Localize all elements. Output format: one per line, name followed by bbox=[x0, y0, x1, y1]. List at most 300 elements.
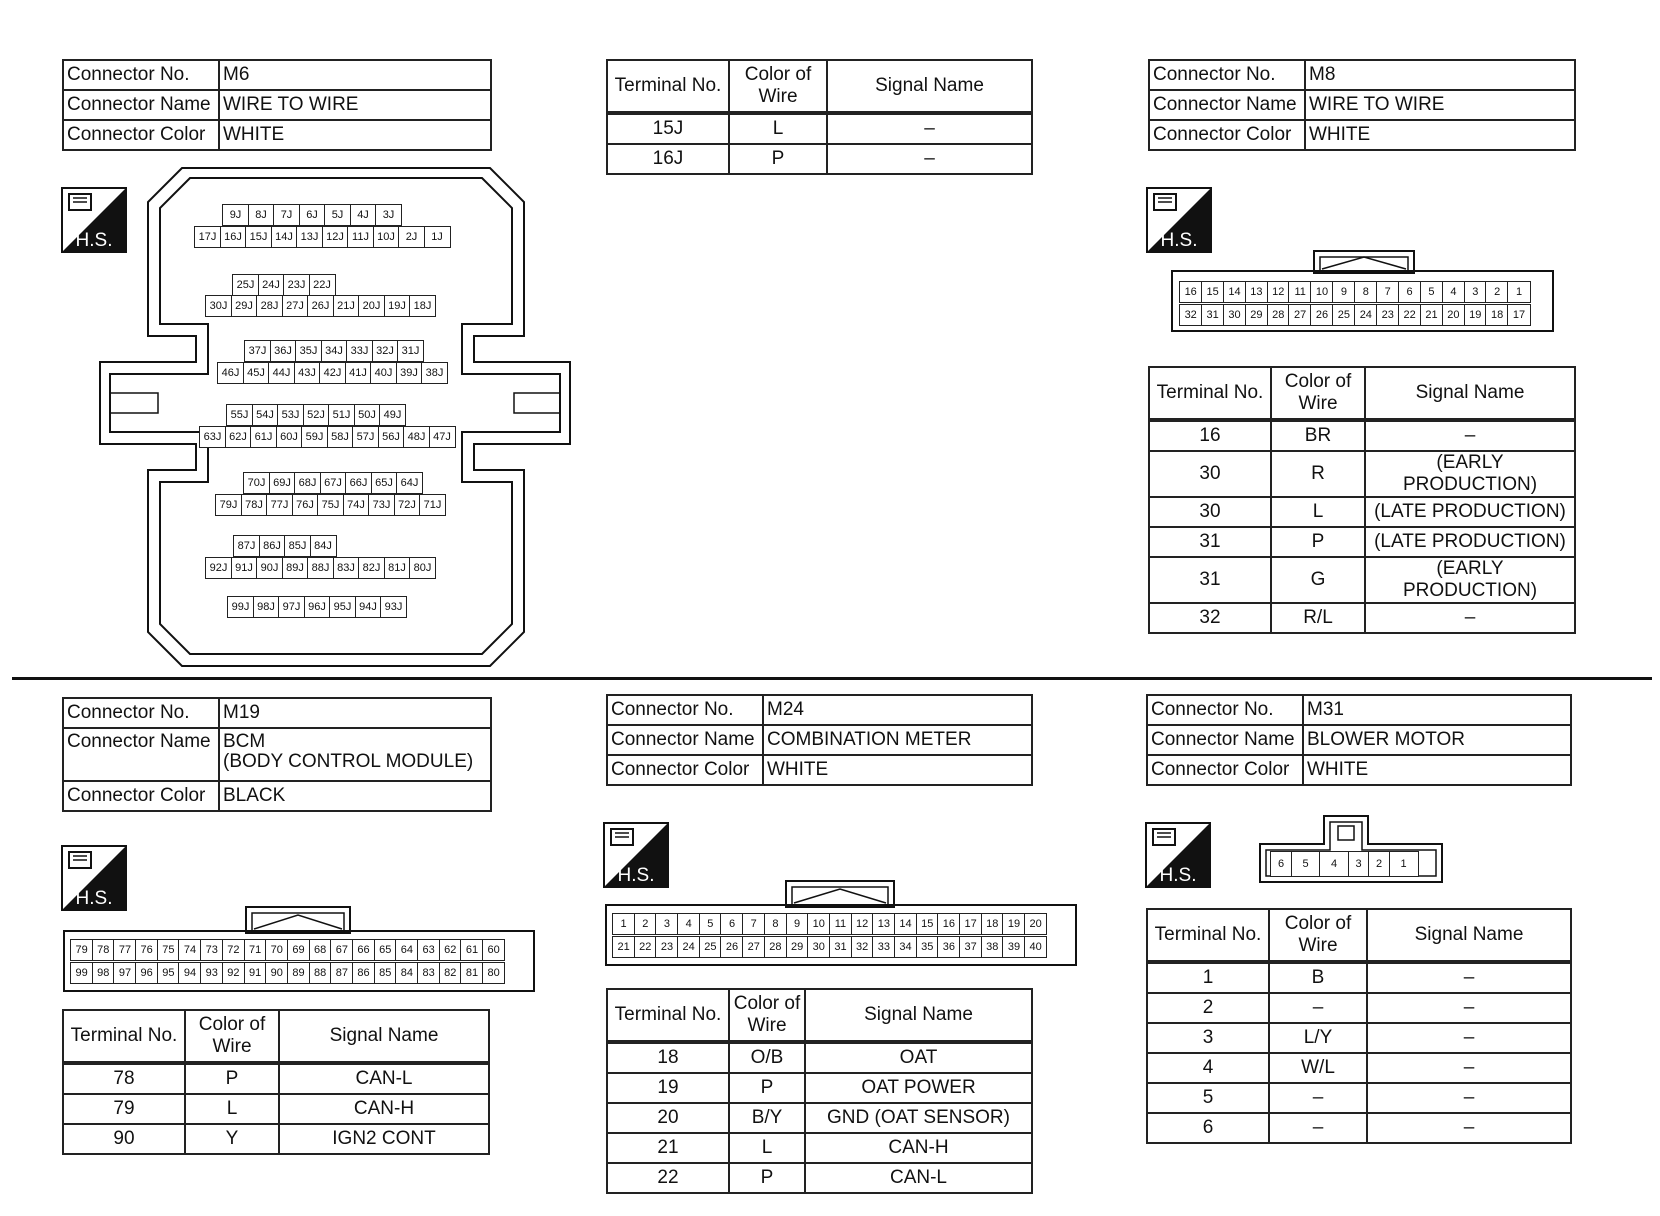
pin-row bbox=[612, 913, 1047, 935]
terminal-pin: 3J bbox=[375, 204, 402, 226]
terminal-no-cell: 31 bbox=[1149, 527, 1271, 557]
terminal-pin: 14 bbox=[1223, 281, 1246, 303]
terminal-row bbox=[1149, 527, 1575, 557]
terminal-pin: 26 bbox=[1310, 304, 1333, 326]
terminal-pin: 63 bbox=[417, 939, 440, 961]
terminal-pin: 30J bbox=[205, 295, 232, 317]
terminal-pin: 94J bbox=[355, 596, 382, 618]
terminal-pin: 85J bbox=[284, 535, 311, 557]
terminal-pin: 68J bbox=[294, 472, 321, 494]
terminal-row bbox=[1149, 420, 1575, 451]
hs-label: H.S. bbox=[1159, 865, 1197, 886]
terminal-pin: 17 bbox=[1507, 304, 1530, 326]
terminal-pin: 68 bbox=[309, 939, 332, 961]
terminal-row bbox=[607, 1073, 1032, 1103]
terminal-pin: 26J bbox=[307, 295, 334, 317]
pin-row bbox=[227, 596, 407, 618]
terminal-row bbox=[1147, 1113, 1571, 1143]
wire-color-cell: Y bbox=[185, 1124, 279, 1154]
terminal-row bbox=[1149, 497, 1575, 527]
terminal-pin: 29 bbox=[1245, 304, 1268, 326]
color-of-wire-header: Color of Wire bbox=[1269, 909, 1367, 962]
terminal-pin: 74 bbox=[178, 939, 201, 961]
terminal-pin: 85 bbox=[374, 962, 397, 984]
terminal-row bbox=[1147, 1023, 1571, 1053]
signal-name-cell: GND (OAT SENSOR) bbox=[805, 1103, 1032, 1133]
pin-row bbox=[1270, 851, 1419, 877]
terminal-pin: 21 bbox=[612, 936, 635, 958]
hs-label: H.S. bbox=[75, 888, 113, 909]
terminal-row bbox=[607, 1042, 1032, 1073]
terminal-pin: 79J bbox=[215, 494, 242, 516]
terminal-no-cell: 18 bbox=[607, 1042, 729, 1073]
terminal-pin: 44J bbox=[268, 362, 295, 384]
terminal-pin: 91J bbox=[231, 557, 258, 579]
terminal-pin: 95 bbox=[157, 962, 180, 984]
terminal-no-cell: 6 bbox=[1147, 1113, 1269, 1143]
terminal-pin: 69 bbox=[287, 939, 310, 961]
terminal-row bbox=[607, 144, 1032, 174]
terminal-pin: 6 bbox=[720, 913, 743, 935]
terminal-pin: 9 bbox=[1332, 281, 1355, 303]
terminal-pin: 5 bbox=[1420, 281, 1443, 303]
connector-no-value: M19 bbox=[219, 698, 491, 728]
terminal-pin: 74J bbox=[343, 494, 370, 516]
terminal-pin: 61 bbox=[460, 939, 483, 961]
terminal-row bbox=[63, 1063, 489, 1094]
terminal-pin: 49J bbox=[379, 404, 406, 426]
terminal-pin: 40 bbox=[1024, 936, 1047, 958]
terminal-pin: 4 bbox=[1442, 281, 1465, 303]
terminal-pin: 1J bbox=[424, 226, 451, 248]
terminal-no-cell: 3 bbox=[1147, 1023, 1269, 1053]
terminal-no-cell: 21 bbox=[607, 1133, 729, 1163]
terminal-pin: 62J bbox=[225, 426, 252, 448]
terminal-pin: 38 bbox=[981, 936, 1004, 958]
terminal-pin: 15 bbox=[1201, 281, 1224, 303]
terminal-pin: 10 bbox=[1310, 281, 1333, 303]
terminal-no-cell: 1 bbox=[1147, 962, 1269, 993]
connector-color-label: Connector Color bbox=[63, 781, 219, 811]
wire-color-cell: W/L bbox=[1269, 1053, 1367, 1083]
wire-color-cell: L/Y bbox=[1269, 1023, 1367, 1053]
terminal-pin: 18 bbox=[1485, 304, 1508, 326]
pin-row bbox=[194, 226, 451, 248]
terminal-pin: 93 bbox=[200, 962, 223, 984]
terminal-row bbox=[1147, 993, 1571, 1023]
terminal-pin: 16 bbox=[1179, 281, 1202, 303]
wire-color-cell: L bbox=[729, 1133, 805, 1163]
terminal-pin: 55J bbox=[226, 404, 253, 426]
terminal-pin: 8J bbox=[248, 204, 275, 226]
terminal-pin: 21 bbox=[1420, 304, 1443, 326]
terminal-pin: 20J bbox=[358, 295, 385, 317]
terminal-pin: 78J bbox=[241, 494, 268, 516]
connector-no-label: Connector No. bbox=[1149, 60, 1305, 90]
connector-no-label: Connector No. bbox=[63, 60, 219, 90]
wire-color-cell: BR bbox=[1271, 420, 1365, 451]
terminal-pin: 73 bbox=[200, 939, 223, 961]
signal-name-cell: IGN2 CONT bbox=[279, 1124, 489, 1154]
wire-color-cell: P bbox=[1271, 527, 1365, 557]
terminal-pin: 29J bbox=[231, 295, 258, 317]
terminal-pin: 31 bbox=[1201, 304, 1224, 326]
terminal-pin: 69J bbox=[269, 472, 296, 494]
terminal-no-cell: 79 bbox=[63, 1094, 185, 1124]
terminal-pin: 20 bbox=[1024, 913, 1047, 935]
pin-row bbox=[205, 557, 436, 579]
terminal-pin: 28 bbox=[1267, 304, 1290, 326]
terminal-pin: 18J bbox=[409, 295, 436, 317]
harness-side-icon bbox=[1145, 822, 1211, 888]
terminal-row bbox=[63, 1124, 489, 1154]
terminal-pin: 4 bbox=[677, 913, 700, 935]
signal-name-cell: – bbox=[1367, 1053, 1571, 1083]
wire-color-cell: P bbox=[729, 144, 827, 174]
connector-name-line2: (BODY CONTROL MODULE) bbox=[223, 751, 474, 772]
terminal-pin: 13 bbox=[872, 913, 895, 935]
terminal-pin: 71J bbox=[419, 494, 446, 516]
pin-row bbox=[217, 362, 448, 384]
terminal-pin: 64 bbox=[395, 939, 418, 961]
terminal-pin: 10 bbox=[807, 913, 830, 935]
terminal-pin: 86 bbox=[352, 962, 375, 984]
terminal-pin: 34 bbox=[894, 936, 917, 958]
terminal-pin: 62 bbox=[439, 939, 462, 961]
terminal-no-cell: 22 bbox=[607, 1163, 729, 1193]
terminal-pin: 89J bbox=[282, 557, 309, 579]
wire-color-cell: – bbox=[1269, 1083, 1367, 1113]
terminal-pin: 36 bbox=[937, 936, 960, 958]
terminal-no-cell: 31 bbox=[1149, 557, 1271, 603]
terminal-pin: 90J bbox=[256, 557, 283, 579]
terminal-pin: 94 bbox=[178, 962, 201, 984]
terminal-pin: 35 bbox=[916, 936, 939, 958]
terminal-pin: 2 bbox=[1485, 281, 1508, 303]
terminal-pin: 6J bbox=[299, 204, 326, 226]
terminal-row bbox=[1149, 557, 1575, 603]
terminal-pin: 27J bbox=[282, 295, 309, 317]
terminal-pin: 82J bbox=[358, 557, 385, 579]
m6-terminal-table bbox=[606, 59, 1033, 175]
m31-terminal-table bbox=[1146, 908, 1572, 1144]
terminal-pin: 19J bbox=[384, 295, 411, 317]
terminal-pin: 75J bbox=[317, 494, 344, 516]
terminal-pin: 22 bbox=[1398, 304, 1421, 326]
signal-name-header: Signal Name bbox=[827, 60, 1032, 113]
terminal-pin: 22 bbox=[634, 936, 657, 958]
terminal-pin: 20 bbox=[1442, 304, 1465, 326]
terminal-pin: 33J bbox=[346, 340, 373, 362]
terminal-pin: 65 bbox=[374, 939, 397, 961]
terminal-no-cell: 2 bbox=[1147, 993, 1269, 1023]
wire-color-cell: L bbox=[729, 113, 827, 144]
terminal-pin: 40J bbox=[370, 362, 397, 384]
terminal-pin: 18 bbox=[981, 913, 1004, 935]
wire-color-cell: G bbox=[1271, 557, 1365, 603]
terminal-pin: 21J bbox=[333, 295, 360, 317]
signal-name-cell: – bbox=[1367, 1023, 1571, 1053]
terminal-pin: 92J bbox=[205, 557, 232, 579]
terminal-pin: 77J bbox=[266, 494, 293, 516]
terminal-pin: 60J bbox=[276, 426, 303, 448]
m19-info-table bbox=[62, 697, 492, 812]
terminal-pin: 32J bbox=[372, 340, 399, 362]
connector-no-label: Connector No. bbox=[607, 695, 763, 725]
terminal-pin: 3 bbox=[1348, 851, 1370, 877]
wire-color-cell: – bbox=[1269, 1113, 1367, 1143]
terminal-pin: 66J bbox=[345, 472, 372, 494]
connector-no-value: M24 bbox=[763, 695, 1032, 725]
terminal-pin: 84J bbox=[310, 535, 337, 557]
terminal-pin: 34J bbox=[321, 340, 348, 362]
terminal-row bbox=[1147, 1083, 1571, 1113]
terminal-no-header: Terminal No. bbox=[607, 60, 729, 113]
terminal-pin: 83 bbox=[417, 962, 440, 984]
terminal-pin: 31J bbox=[397, 340, 424, 362]
terminal-pin: 72J bbox=[394, 494, 421, 516]
terminal-pin: 43J bbox=[294, 362, 321, 384]
signal-name-cell: (EARLY PRODUCTION) bbox=[1365, 451, 1575, 497]
terminal-pin: 9 bbox=[786, 913, 809, 935]
terminal-pin: 11J bbox=[347, 226, 374, 248]
connector-no-value: M31 bbox=[1303, 695, 1571, 725]
pin-row bbox=[222, 204, 402, 226]
connector-color-value: WHITE bbox=[219, 120, 491, 150]
terminal-pin: 7 bbox=[742, 913, 765, 935]
wire-color-cell: R/L bbox=[1271, 603, 1365, 633]
terminal-pin: 78 bbox=[92, 939, 115, 961]
terminal-pin: 29 bbox=[786, 936, 809, 958]
terminal-pin: 96J bbox=[304, 596, 331, 618]
terminal-pin: 4 bbox=[1319, 851, 1349, 877]
pin-row bbox=[70, 962, 505, 984]
color-of-wire-header: Color of Wire bbox=[729, 989, 805, 1042]
terminal-pin: 23 bbox=[1376, 304, 1399, 326]
terminal-no-cell: 16 bbox=[1149, 420, 1271, 451]
connector-color-value: WHITE bbox=[1305, 120, 1575, 150]
terminal-pin: 92 bbox=[222, 962, 245, 984]
signal-name-cell: – bbox=[1365, 420, 1575, 451]
terminal-pin: 5J bbox=[324, 204, 351, 226]
color-of-wire-header: Color of Wire bbox=[1271, 367, 1365, 420]
section-divider bbox=[12, 677, 1652, 680]
terminal-pin: 31 bbox=[829, 936, 852, 958]
terminal-pin: 80J bbox=[409, 557, 436, 579]
terminal-pin: 26 bbox=[720, 936, 743, 958]
terminal-pin: 75 bbox=[157, 939, 180, 961]
terminal-pin: 83J bbox=[333, 557, 360, 579]
terminal-pin: 63J bbox=[199, 426, 226, 448]
wire-color-cell: O/B bbox=[729, 1042, 805, 1073]
terminal-pin: 28J bbox=[256, 295, 283, 317]
signal-name-header: Signal Name bbox=[805, 989, 1032, 1042]
terminal-pin: 2 bbox=[634, 913, 657, 935]
terminal-no-cell: 30 bbox=[1149, 451, 1271, 497]
terminal-pin: 37 bbox=[959, 936, 982, 958]
wire-color-cell: L bbox=[1271, 497, 1365, 527]
connector-color-value: BLACK bbox=[219, 781, 491, 811]
terminal-pin: 19 bbox=[1464, 304, 1487, 326]
connector-color-label: Connector Color bbox=[63, 120, 219, 150]
pin-row bbox=[1179, 304, 1531, 326]
signal-name-header: Signal Name bbox=[1367, 909, 1571, 962]
signal-name-cell: CAN-H bbox=[279, 1094, 489, 1124]
terminal-no-cell: 32 bbox=[1149, 603, 1271, 633]
terminal-pin: 70 bbox=[265, 939, 288, 961]
terminal-row bbox=[607, 1163, 1032, 1193]
connector-name-label: Connector Name bbox=[63, 728, 219, 781]
terminal-pin: 6 bbox=[1398, 281, 1421, 303]
terminal-pin: 64J bbox=[396, 472, 423, 494]
terminal-pin: 8 bbox=[1354, 281, 1377, 303]
terminal-pin: 3 bbox=[1464, 281, 1487, 303]
terminal-pin: 39J bbox=[396, 362, 423, 384]
signal-name-cell: (EARLY PRODUCTION) bbox=[1365, 557, 1575, 603]
terminal-pin: 6 bbox=[1270, 851, 1292, 877]
signal-name-header: Signal Name bbox=[1365, 367, 1575, 420]
terminal-pin: 51J bbox=[328, 404, 355, 426]
terminal-pin: 37J bbox=[244, 340, 271, 362]
terminal-no-cell: 78 bbox=[63, 1063, 185, 1094]
terminal-no-header: Terminal No. bbox=[1149, 367, 1271, 420]
connector-name-label: Connector Name bbox=[63, 90, 219, 120]
terminal-pin: 73J bbox=[368, 494, 395, 516]
signal-name-cell: – bbox=[827, 144, 1032, 174]
connector-color-label: Connector Color bbox=[607, 755, 763, 785]
terminal-pin: 8 bbox=[764, 913, 787, 935]
signal-name-header: Signal Name bbox=[279, 1010, 489, 1063]
terminal-row bbox=[63, 1094, 489, 1124]
terminal-pin: 38J bbox=[421, 362, 448, 384]
terminal-pin: 86J bbox=[259, 535, 286, 557]
terminal-pin: 28 bbox=[764, 936, 787, 958]
pin-row bbox=[199, 426, 456, 448]
terminal-pin: 23J bbox=[283, 274, 310, 296]
terminal-pin: 91 bbox=[244, 962, 267, 984]
terminal-pin: 81J bbox=[384, 557, 411, 579]
terminal-pin: 24J bbox=[258, 274, 285, 296]
terminal-pin: 32 bbox=[1179, 304, 1202, 326]
terminal-pin: 67 bbox=[330, 939, 353, 961]
signal-name-cell: – bbox=[1367, 1083, 1571, 1113]
connector-name-value: COMBINATION METER bbox=[763, 725, 1032, 755]
terminal-pin: 60 bbox=[482, 939, 505, 961]
pin-row bbox=[70, 939, 505, 961]
pin-row bbox=[233, 535, 337, 557]
terminal-pin: 1 bbox=[612, 913, 635, 935]
terminal-pin: 25 bbox=[1332, 304, 1355, 326]
terminal-pin: 7 bbox=[1376, 281, 1399, 303]
terminal-pin: 88 bbox=[309, 962, 332, 984]
terminal-pin: 57J bbox=[352, 426, 379, 448]
terminal-pin: 98J bbox=[253, 596, 280, 618]
terminal-pin: 25J bbox=[232, 274, 259, 296]
pin-row bbox=[612, 936, 1047, 958]
connector-color-label: Connector Color bbox=[1147, 755, 1303, 785]
terminal-pin: 84 bbox=[395, 962, 418, 984]
wire-color-cell: – bbox=[1269, 993, 1367, 1023]
signal-name-cell: – bbox=[1367, 993, 1571, 1023]
terminal-pin: 93J bbox=[380, 596, 407, 618]
terminal-pin: 7J bbox=[273, 204, 300, 226]
terminal-pin: 3 bbox=[655, 913, 678, 935]
harness-side-icon bbox=[61, 845, 127, 911]
m24-info-table bbox=[606, 694, 1033, 786]
connector-name-label: Connector Name bbox=[607, 725, 763, 755]
terminal-pin: 4J bbox=[350, 204, 377, 226]
terminal-pin: 56J bbox=[378, 426, 405, 448]
connector-no-label: Connector No. bbox=[63, 698, 219, 728]
terminal-pin: 24 bbox=[677, 936, 700, 958]
connector-name-value: WIRE TO WIRE bbox=[1305, 90, 1575, 120]
terminal-pin: 30 bbox=[1223, 304, 1246, 326]
signal-name-cell: CAN-H bbox=[805, 1133, 1032, 1163]
hs-label: H.S. bbox=[1160, 230, 1198, 251]
terminal-pin: 35J bbox=[295, 340, 322, 362]
wire-color-cell: B bbox=[1269, 962, 1367, 993]
terminal-pin: 48J bbox=[403, 426, 430, 448]
terminal-pin: 1 bbox=[1389, 851, 1419, 877]
terminal-pin: 1 bbox=[1507, 281, 1530, 303]
terminal-pin: 58J bbox=[327, 426, 354, 448]
hs-label: H.S. bbox=[75, 230, 113, 251]
terminal-pin: 71 bbox=[244, 939, 267, 961]
terminal-pin: 17 bbox=[959, 913, 982, 935]
terminal-no-cell: 4 bbox=[1147, 1053, 1269, 1083]
terminal-pin: 67J bbox=[320, 472, 347, 494]
terminal-pin: 50J bbox=[354, 404, 381, 426]
connector-color-value: WHITE bbox=[763, 755, 1032, 785]
terminal-row bbox=[607, 1133, 1032, 1163]
terminal-pin: 36J bbox=[270, 340, 297, 362]
terminal-pin: 19 bbox=[1002, 913, 1025, 935]
m31-info-table bbox=[1146, 694, 1572, 786]
terminal-pin: 47J bbox=[429, 426, 456, 448]
terminal-no-header: Terminal No. bbox=[607, 989, 729, 1042]
signal-name-cell: – bbox=[1367, 1113, 1571, 1143]
terminal-row bbox=[1149, 603, 1575, 633]
pin-row bbox=[244, 340, 424, 362]
terminal-pin: 97J bbox=[278, 596, 305, 618]
terminal-pin: 61J bbox=[250, 426, 277, 448]
terminal-pin: 79 bbox=[70, 939, 93, 961]
terminal-pin: 24 bbox=[1354, 304, 1377, 326]
terminal-no-cell: 15J bbox=[607, 113, 729, 144]
terminal-pin: 16 bbox=[937, 913, 960, 935]
pin-row bbox=[226, 404, 406, 426]
terminal-pin: 89 bbox=[287, 962, 310, 984]
terminal-pin: 13J bbox=[296, 226, 323, 248]
terminal-pin: 17J bbox=[194, 226, 221, 248]
pin-row bbox=[205, 295, 436, 317]
connector-color-label: Connector Color bbox=[1149, 120, 1305, 150]
m19-terminal-table bbox=[62, 1009, 490, 1155]
connector-name-value: WIRE TO WIRE bbox=[219, 90, 491, 120]
pin-row bbox=[215, 494, 446, 516]
connector-no-value: M6 bbox=[219, 60, 491, 90]
signal-name-cell: – bbox=[827, 113, 1032, 144]
terminal-pin: 45J bbox=[243, 362, 270, 384]
pin-row bbox=[243, 472, 423, 494]
terminal-pin: 12 bbox=[1267, 281, 1290, 303]
terminal-pin: 76J bbox=[292, 494, 319, 516]
terminal-pin: 33 bbox=[872, 936, 895, 958]
terminal-row bbox=[607, 1103, 1032, 1133]
terminal-row bbox=[607, 113, 1032, 144]
terminal-pin: 42J bbox=[319, 362, 346, 384]
connector-name-line1: BCM bbox=[223, 731, 266, 752]
